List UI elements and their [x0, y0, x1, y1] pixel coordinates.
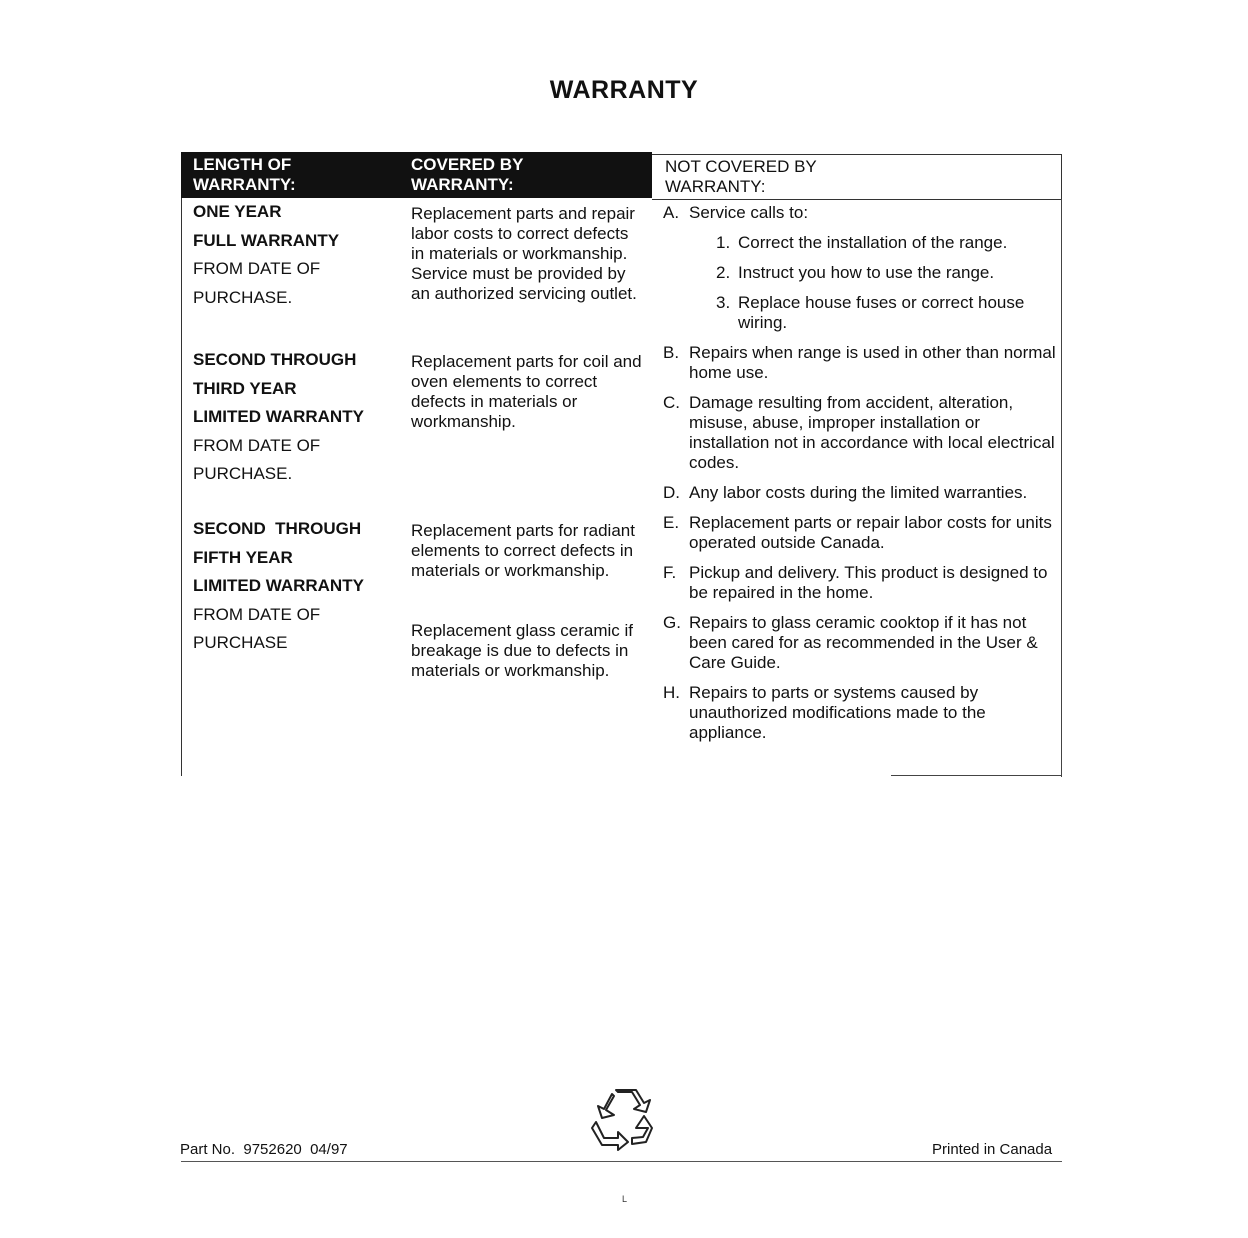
list-letter: A.	[663, 203, 680, 222]
sub-text: Instruct you how to use the range.	[738, 263, 995, 282]
printed-in: Printed in Canada	[932, 1141, 1053, 1158]
list-letter: C.	[663, 393, 680, 412]
sub-number: 2.	[716, 263, 731, 282]
page-title: WARRANTY	[549, 76, 699, 104]
list-letter: E.	[663, 513, 680, 532]
list-text: Repairs to parts or systems caused by unauthorized modifications made to the appliance.	[689, 683, 986, 742]
length-block-second-fifth-year	[193, 515, 364, 658]
sub-item	[689, 233, 1058, 253]
sub-number: 3.	[716, 293, 731, 312]
list-text: Repairs when range is used in other than normal home use.	[689, 343, 1056, 382]
list-text: Repairs to glass ceramic cooktop if it has not been cared for as recommended in the User & Care Guide.	[689, 613, 1038, 672]
length-line: PURCHASE	[193, 633, 288, 652]
length-line: PURCHASE.	[193, 464, 293, 483]
header-not-covered-by-warranty: NOT COVERED BY WARRANTY:	[665, 157, 817, 196]
list-text: Pickup and delivery. This product is designed to be repaired in the home.	[689, 563, 1048, 602]
sub-text: Correct the installation of the range.	[738, 233, 1008, 252]
list-item	[663, 203, 1058, 333]
length-line: FROM DATE OF	[193, 604, 321, 624]
list-letter: D.	[663, 483, 680, 502]
header-length-of-warranty: LENGTH OF WARRANTY:	[193, 155, 296, 194]
table-left-border	[181, 152, 182, 776]
recycle-icon	[588, 1088, 660, 1156]
length-line: FROM DATE OF	[193, 435, 321, 455]
footer-divider	[181, 1161, 1062, 1162]
list-item	[663, 393, 1058, 473]
sub-item	[689, 263, 1058, 283]
length-line: FROM DATE OF	[193, 259, 321, 278]
list-item	[663, 683, 1058, 743]
length-line: THIRD YEAR	[193, 378, 297, 398]
length-line: LIMITED WARRANTY	[193, 407, 364, 426]
list-letter: H.	[663, 683, 680, 702]
list-item	[663, 563, 1058, 603]
table-right-border	[1061, 199, 1062, 777]
length-line: ONE YEAR	[193, 202, 282, 221]
list-item	[663, 343, 1058, 383]
list-letter: G.	[663, 613, 681, 632]
length-block-second-third-year	[193, 346, 364, 489]
header-covered-by-warranty: COVERED BY WARRANTY:	[411, 155, 524, 194]
corner-mark: L	[622, 1194, 628, 1204]
list-text: Replacement parts or repair labor costs for units operated outside Canada.	[689, 513, 1052, 552]
length-block-one-year	[193, 198, 339, 312]
list-item	[663, 513, 1058, 553]
length-line: PURCHASE.	[193, 287, 293, 307]
part-number: Part No. 9752620 04/97	[180, 1141, 348, 1158]
sub-number: 1.	[716, 233, 731, 252]
length-line: LIMITED WARRANTY	[193, 576, 364, 595]
list-letter: B.	[663, 343, 680, 362]
list-text: Any labor costs during the limited warranties.	[689, 483, 1028, 502]
length-line: FULL WARRANTY	[193, 230, 340, 250]
length-line: SECOND THROUGH	[193, 519, 362, 538]
covered-text-radiant-elements: Replacement parts for radiant elements to correct defects in materials or workmanship.	[411, 521, 635, 580]
covered-text-one-year: Replacement parts and repair labor costs to correct defects in materials or workmanship. Service must be provided by an authorized servicing outlet.	[411, 204, 637, 303]
list-text: Service calls to:	[689, 203, 809, 222]
covered-text-second-third-year: Replacement parts for coil and oven elements to correct defects in materials or workmanship.	[411, 352, 642, 431]
sub-text: Replace house fuses or correct house wiring.	[738, 293, 1025, 332]
length-line: SECOND THROUGH	[193, 350, 357, 369]
length-line: FIFTH YEAR	[193, 547, 293, 567]
warranty-table	[181, 152, 1062, 777]
list-item	[663, 483, 1058, 503]
list-text: Damage resulting from accident, alteration, misuse, abuse, improper installation or installation not in accordance with local electrical codes.	[689, 393, 1055, 472]
covered-text-glass-ceramic: Replacement glass ceramic if breakage is due to defects in materials or workmanship.	[411, 621, 634, 680]
sub-item	[689, 293, 1058, 333]
list-letter: F.	[663, 563, 677, 582]
table-bottom-border	[891, 775, 1062, 776]
not-covered-list	[663, 203, 1058, 753]
list-item	[663, 613, 1058, 673]
